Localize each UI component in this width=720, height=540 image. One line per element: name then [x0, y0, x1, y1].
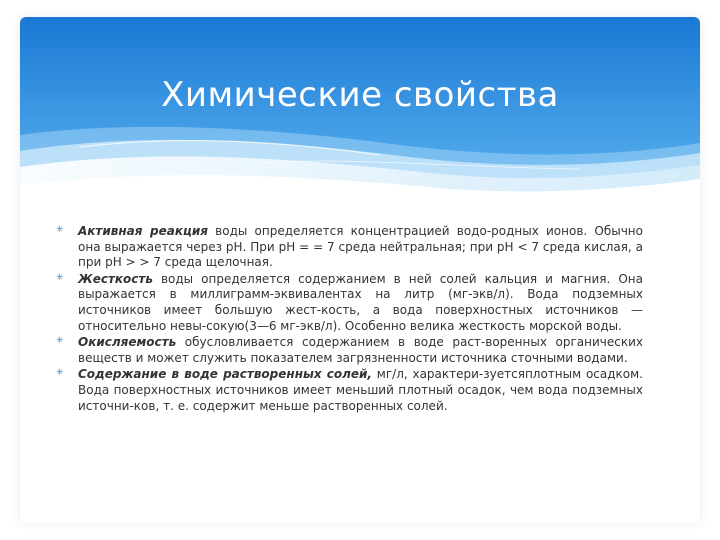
bullet-emphasis: Жесткость: [78, 271, 153, 286]
asterisk-icon: ✳: [56, 272, 64, 283]
slide-header: [20, 17, 700, 197]
bullet-body: воды определяется концентрацией водо-родных ионов. Обычно она выражается через рН. При рН = = 7 среда нейтральная; при рН < 7 среда кислая, а при рН > > 7 среда щелочная.: [78, 224, 643, 270]
asterisk-icon: ✳: [56, 368, 64, 379]
bullet-body: обусловливается содержанием в воде раст-воренных органических веществ и может служить показателем загрязненности источника сточными водами.: [78, 335, 643, 365]
bullet-text: [78, 272, 643, 334]
bullet-text: [78, 335, 643, 366]
list-item: [56, 224, 643, 271]
bullet-emphasis: Окисляемость: [78, 335, 177, 350]
bullet-body: мг/л, характери-зуетсяплотным осадком. Вода поверхностных источников имеет меньший плотный осадок, чем вода подземных источни-ков, т. е. содержит меньше растворенных солей.: [78, 367, 644, 413]
bullet-list: [56, 224, 644, 415]
slide: [20, 17, 700, 523]
list-item: [56, 271, 643, 334]
bullet-emphasis: Содержание в воде растворенных солей,: [78, 367, 372, 382]
asterisk-icon: ✳: [56, 225, 64, 235]
asterisk-icon: ✳: [56, 336, 64, 347]
bullet-body: воды определяется содержанием в ней солей кальция и магния. Она выражается в миллиграмм-эквивалентах на литр (мг-экв/л). Вода подземных источников имеет большую жест-кость, а вода поверхностных источников — относительно невы-сокую(3—6 мг-экв/л). Особенно велика жесткость морской воды.: [78, 271, 643, 333]
bullet-text: [78, 367, 643, 414]
bullet-text: [78, 224, 643, 271]
list-item: [56, 335, 643, 366]
bullet-emphasis: Активная реакция: [78, 224, 208, 238]
slide-title: Химические свойства: [161, 75, 559, 115]
list-item: [56, 367, 644, 414]
